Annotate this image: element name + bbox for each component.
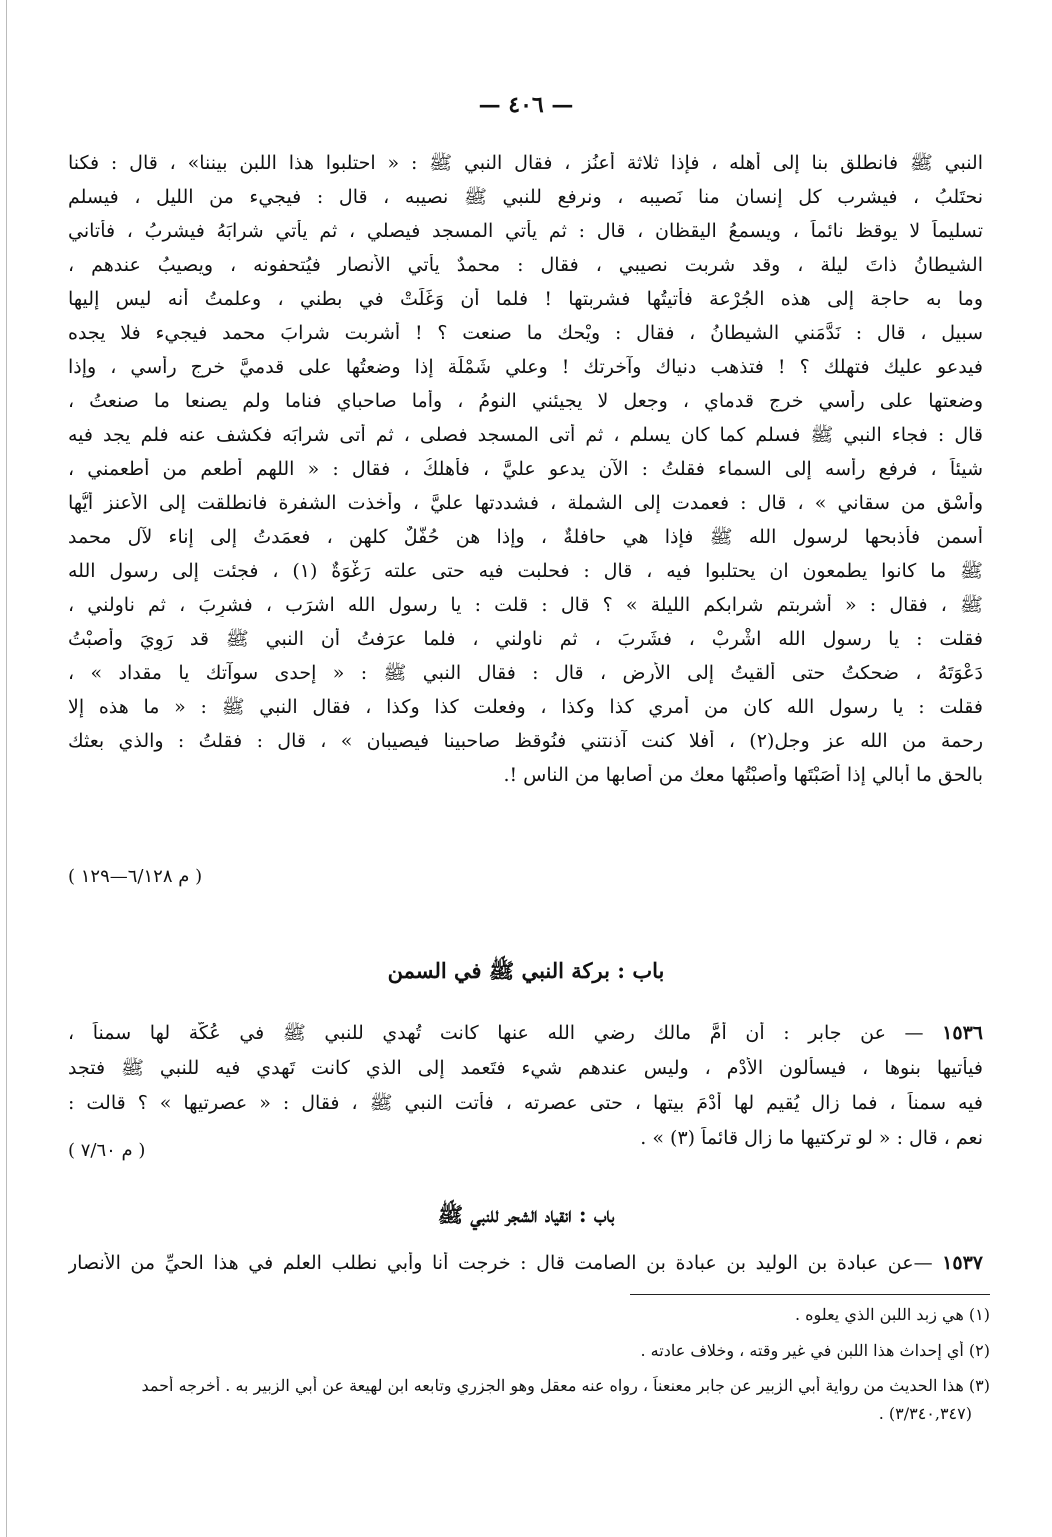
text-line: تسليماً لا يوقظ نائماً ، ويسمعُ اليقظان ، قال : ثم يأتي المسجد فيصلي ، ثم يأتي شرابَهُ فيشربُ ، فأتاني xyxy=(68,220,983,242)
footnote: (٣) هذا الحديث من رواية أبي الزبير عن جابر معنعناً ، رواه عنه معقل وهو الجزري وتابعه ابن لهيعة عن أبي الزبير به . أخرجه أحمد xyxy=(141,1376,990,1395)
text-line: نعم ، قال : « لو تركتيها ما زال قائماً (٣) » . xyxy=(640,1127,983,1149)
text-line: أسمن فأذبحها لرسول الله ﷺ فإذا هي حافلةٌ ، وإذا هن حُفَّلٌ كلهن ، فعمَدتُ إلى إناء لآل محمد xyxy=(68,526,983,548)
footnote: (٢) أي إحداث هذا اللبن في غير وقته ، وخلاف عادته . xyxy=(640,1341,990,1360)
source-reference: ( م ٦/١٢٨—١٢٩ ) xyxy=(68,866,203,887)
text-line: بالحق ما أُبالي إذا أصَبْتَها وأصبْتُها معك من أصابها من الناس !. xyxy=(503,764,983,786)
footnote: (٣/٣٤٠,٣٤٧) . xyxy=(878,1404,972,1423)
text-line: وأسْقِ من سقاني » ، قال : فعمدت إلى الشملة ، فشددتها عليَّ ، وأخذت الشفرة فانطلقت إلى الأعنز أيُّها xyxy=(68,492,983,514)
text-line: قال : فجاء النبي ﷺ فسلم كما كان يسلم ، ثم أتى المسجد فصلى ، ثم أتى شرابَه فكشف عنه فلم يجد فيه xyxy=(68,424,983,446)
text-line: النبي ﷺ فانطلق بنا إلى أهله ، فإذا ثلاثة أعنُز ، فقال النبي ﷺ : « احتلبوا هذا اللبن بيننا» ، قال : فكنا xyxy=(68,152,983,174)
footnote-divider xyxy=(630,1294,990,1295)
text-line: الشيطانُ ذاتَ ليلة ، وقد شربت نصيبي ، فقال : محمدٌ يأتي الأنصار فيُتحفونه ، ويصيبُ عندهم ، xyxy=(68,254,983,276)
text-line: دَعْوَتَهُ ، ضحكتُ حتى أُلقيتُ إلى الأرض ، قال : فقال النبي ﷺ : « إحدى سوآتك يا مقداد » ، xyxy=(68,662,983,684)
text-line: وضعتها على رأسي خرج قدماي ، وجعل لا يجيئني النومُ ، وأما صاحباي فناما ولم يصنعا ما صنعتُ ، xyxy=(68,390,983,412)
text-line: ﷺ ما كانوا يطمعون ان يحتلبوا فيه ، قال : فحلبت فيه حتى علته رَغْوَةٌ (١) ، فجئت إلى رسول الله xyxy=(68,560,983,582)
text-line: فيأتيها بنوها ، فيسألون الأُدْم ، وليس عندهم شيء فتَعمد إلى الذي كانت تَهدي فيه للنبي ﷺ فتجد xyxy=(68,1057,983,1079)
text-line: —عن عبادة بن الوليد بن عبادة بن الصامت قال : خرجت أنا وأبي نطلب العلم في هذا الحيِّ من الأنصار xyxy=(68,1252,933,1274)
hadith-first-line xyxy=(68,1022,983,1045)
text-line: سبيل ، قال : نَدَّمَني الشيطانُ ، فقال : ويْحك ما صنعت ؟ ! أشربت شرابَ محمد فيجيء فلا يجده xyxy=(68,322,983,344)
text-line: فقلت : يا رسول الله اشْربْ ، فشَربَ ، ثم ناولني ، فلما عرَفتُ أن النبي ﷺ قد رَوِيَ وأصبْتُ xyxy=(68,628,983,650)
source-reference: ( م ٧/٦٠ ) xyxy=(68,1140,146,1161)
text-line: فيه سمناً ، فما زال يُقيم لها أُدْمَ بيتها ، حتى عصرته ، فأتت النبي ﷺ ، فقال : « عصرتيها » ؟ قالت : xyxy=(68,1092,983,1114)
text-line: فقلت : يا رسول الله كان من أمري كذا وكذا ، وفعلت كذا وكذا ، فقال النبي ﷺ : « ما هذه إلا xyxy=(68,696,983,718)
hadith-number: ١٥٣٦ xyxy=(942,1022,983,1044)
text-line: شيئاً ، فرفع رأسه إلى السماء فقلتُ : الآن يدعو عليَّ ، فأهلكُ ، فقال : « اللهم أطعم من أطعمني ، xyxy=(68,458,983,480)
text-line: — عن جابر : أن أمَّ مالك رضي الله عنها كانت تُهدي للنبي ﷺ في عُكَّة لها سمناً ، xyxy=(68,1022,924,1044)
scan-edge-line xyxy=(6,0,7,1537)
text-line: وما به حاجة إلى هذه الجُرْعة فأتيتُها فشربتها ! فلما أن وَغَلَتْ في بطني ، وعلمتُ أنه ليس إليها xyxy=(68,288,983,310)
text-line: فيدعو عليك فتهلك ؟ ! فتذهب دنياك وآخرتك ! وعلي شَمْلَة إذا وضعتُها على قدميَّ خرج رأسي ، وإذا xyxy=(68,356,983,378)
hadith-number: ١٥٣٧ xyxy=(942,1252,983,1274)
hadith-first-line xyxy=(68,1252,983,1275)
text-line: ﷺ ، فقال : « أشربتم شرابكم الليلة » ؟ قال : قلت : يا رسول الله اشرَب ، فشرِبَ ، ثم ناولني ، xyxy=(68,594,983,616)
chapter-heading: باب : بركة النبي ﷺ في السمن xyxy=(387,958,665,983)
footnote: (١) هي زبد اللبن الذي يعلوه . xyxy=(794,1305,990,1324)
chapter-heading: باب : انقياد الشجر للنبي ﷺ xyxy=(437,1202,615,1227)
page-number: — ٤٠٦ — xyxy=(478,92,574,118)
text-line: نحتَلبُ ، فيشرب كل إنسان منا نَصيبه ، ونرفع للنبي ﷺ نصيبه ، قال : فيجيء من الليل ، فيسلم xyxy=(68,186,983,208)
text-line: رحمة من الله عز وجل(٢) ، أفلا كنت آذنتني فنُوقظ صاحبينا فيصيبان » ، قال : فقلتُ : والذي بعثك xyxy=(68,730,983,752)
